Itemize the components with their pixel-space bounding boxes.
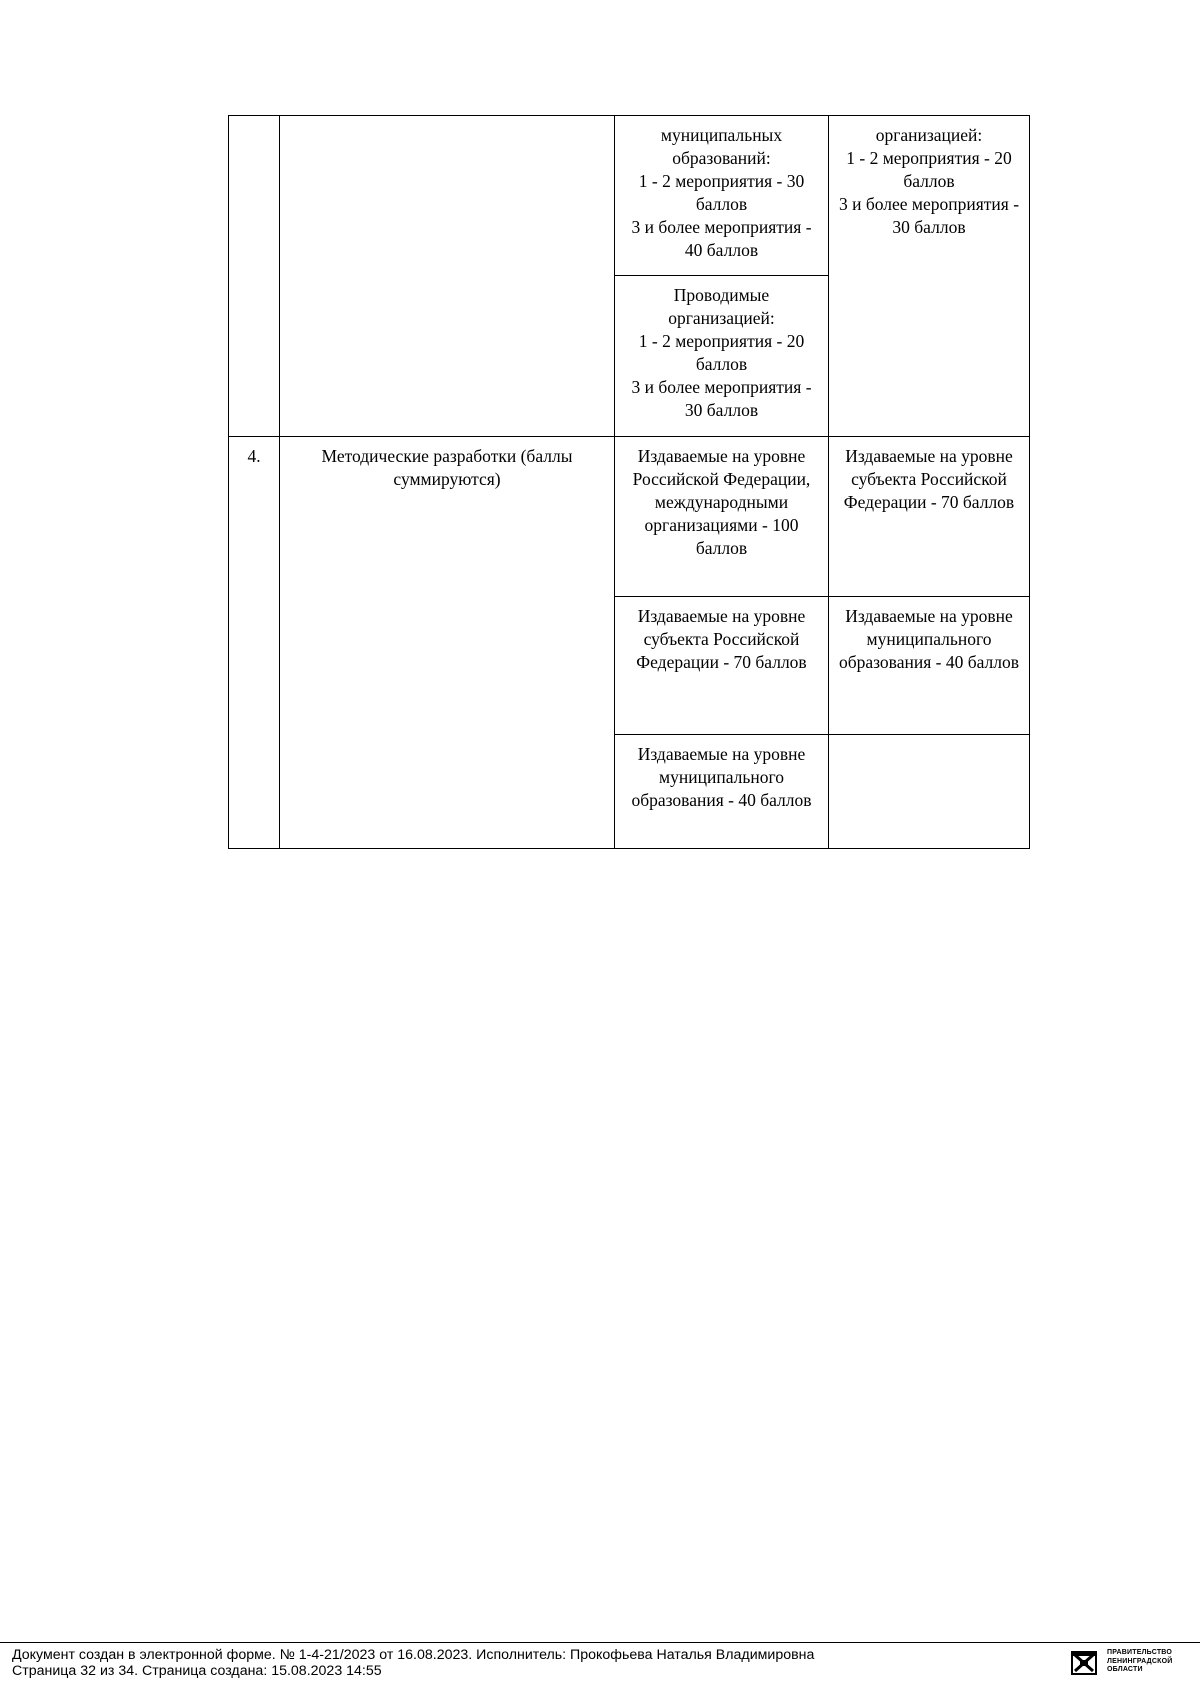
score-cell: Издаваемые на уровне Российской Федерации, международными организациями - 100 баллов <box>615 437 829 597</box>
footer-divider <box>0 1642 1200 1643</box>
document-footer <box>12 1648 814 1679</box>
criterion-cell <box>280 116 615 437</box>
score-cell <box>829 735 1030 849</box>
table-row <box>229 116 1030 276</box>
criteria-table <box>228 115 1030 849</box>
row-number-cell <box>229 116 280 437</box>
score-cell: организацией: 1 - 2 мероприятия - 20 баллов 3 и более мероприятия - 30 баллов <box>829 116 1030 437</box>
leningrad-oblast-emblem-icon <box>1071 1651 1097 1675</box>
government-label: ПРАВИТЕЛЬСТВО ЛЕНИНГРАДСКОЙ ОБЛАСТИ <box>1107 1649 1173 1673</box>
score-cell: Издаваемые на уровне субъекта Российской Федерации - 70 баллов <box>829 437 1030 597</box>
footer-page-info: Страница 32 из 34. Страница создана: 15.08.2023 14:55 <box>12 1662 382 1679</box>
score-cell: Издаваемые на уровне муниципального образования - 40 баллов <box>829 597 1030 735</box>
row-number-cell: 4. <box>229 437 280 849</box>
score-cell: Издаваемые на уровне субъекта Российской Федерации - 70 баллов <box>615 597 829 735</box>
criterion-cell: Методические разработки (баллы суммируются) <box>280 437 615 849</box>
footer-document-info: Документ создан в электронной форме. № 1-4-21/2023 от 16.08.2023. Исполнитель: Прокофьева Наталья Владимировна <box>12 1647 815 1663</box>
table-row <box>229 437 1030 597</box>
score-cell: Проводимые организацией: 1 - 2 мероприятия - 20 баллов 3 и более мероприятия - 30 баллов <box>615 276 829 437</box>
score-cell: муниципальных образований: 1 - 2 мероприятия - 30 баллов 3 и более мероприятия - 40 баллов <box>615 116 829 276</box>
score-cell: Издаваемые на уровне муниципального образования - 40 баллов <box>615 735 829 849</box>
